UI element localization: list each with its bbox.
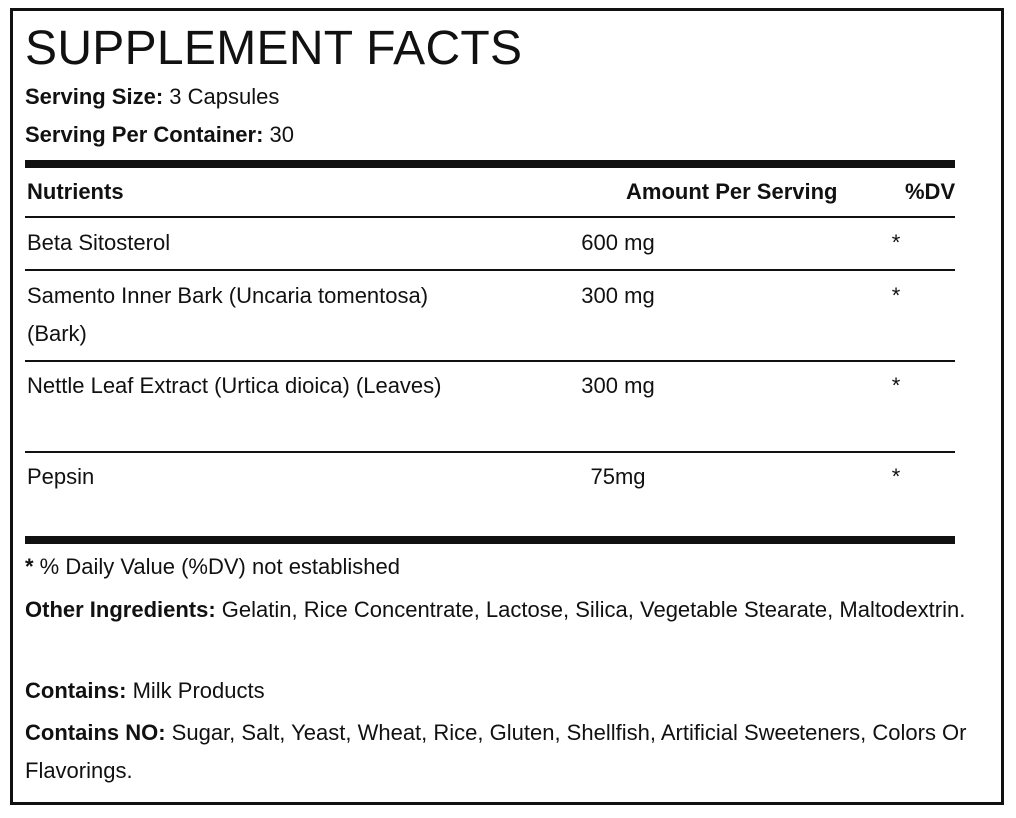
supplement-facts-panel: [10, 8, 1004, 805]
contains-no: [25, 714, 987, 790]
column-header-dv: %DV: [905, 179, 956, 204]
row-divider: [25, 216, 955, 218]
column-header-amount: Amount Per Serving: [626, 179, 838, 204]
nutrient-amount: 300 mg: [581, 283, 655, 308]
column-header-nutrients: Nutrients: [27, 179, 124, 204]
other-ingredients-value: Gelatin, Rice Concentrate, Lactose, Silica, Vegetable Stearate, Maltodextrin.: [215, 597, 966, 622]
row-divider: [25, 269, 955, 271]
serving-size-line: [25, 82, 279, 112]
servings-per-container-line: [25, 120, 294, 150]
contains-label: Contains:: [25, 678, 127, 703]
nutrient-dv: *: [891, 373, 901, 398]
servings-per-container-value: 30: [269, 122, 294, 147]
contains-no-value: Sugar, Salt, Yeast, Wheat, Rice, Gluten, Shellfish, Artificial Sweeteners, Colors Or Flavorings.: [25, 720, 967, 783]
serving-size-label: Serving Size:: [25, 84, 164, 109]
serving-size-value: 3 Capsules: [169, 84, 280, 109]
nutrient-amount: 300 mg: [581, 373, 655, 398]
footnote-text: % Daily Value (%DV) not established: [33, 554, 400, 579]
panel-title: SUPPLEMENT FACTS: [25, 22, 523, 75]
other-ingredients: [25, 591, 987, 629]
header-thick-rule: [25, 160, 955, 168]
nutrient-amount: 600 mg: [581, 230, 655, 255]
nutrient-dv: *: [891, 230, 901, 255]
footer-thick-rule: [25, 536, 955, 544]
dv-footnote: [25, 548, 987, 586]
nutrient-name: Nettle Leaf Extract (Urtica dioica) (Leaves): [27, 373, 442, 398]
nutrient-name: Pepsin: [27, 464, 95, 489]
contains-value: Milk Products: [126, 678, 265, 703]
other-ingredients-label: Other Ingredients:: [25, 597, 216, 622]
contains: [25, 672, 987, 710]
contains-no-label: Contains NO:: [25, 720, 166, 745]
nutrient-name: Beta Sitosterol: [27, 230, 171, 255]
footnote-symbol: *: [25, 554, 34, 579]
nutrient-dv: *: [891, 283, 901, 308]
row-divider: [25, 360, 955, 362]
nutrient-amount: 75mg: [590, 464, 646, 489]
row-divider: [25, 451, 955, 453]
nutrient-dv: *: [891, 464, 901, 489]
servings-per-container-label: Serving Per Container:: [25, 122, 264, 147]
nutrient-name: Samento Inner Bark (Uncaria tomentosa) (Bark): [27, 283, 429, 346]
